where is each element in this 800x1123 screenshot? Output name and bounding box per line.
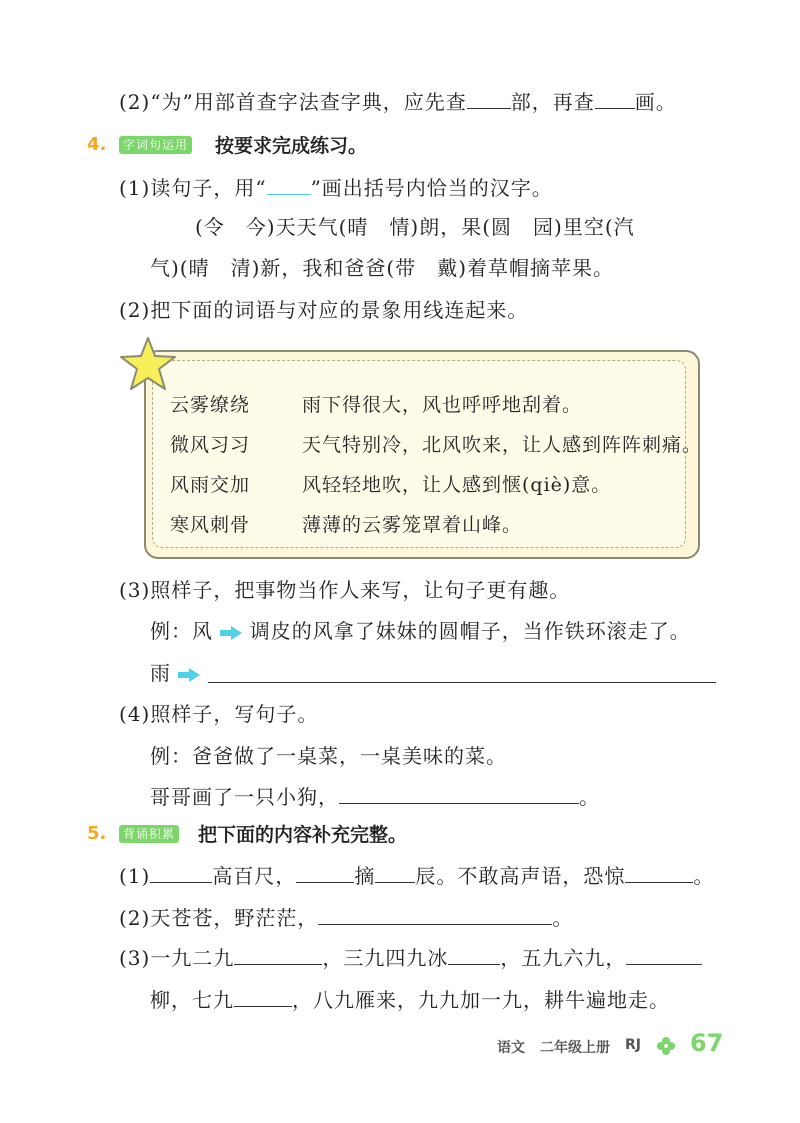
q5-item3-text: ，五九六九，	[500, 946, 627, 970]
phrase-left[interactable]: 风雨交加	[170, 474, 251, 496]
q4-sub1	[119, 174, 553, 202]
q5-item3-text: ，三九四九冰	[322, 946, 449, 970]
answer-blank[interactable]	[467, 88, 511, 109]
phrase-left[interactable]: 寒风刺骨	[170, 514, 251, 536]
answer-blank[interactable]	[318, 904, 552, 925]
q5-item3-line2	[150, 986, 670, 1014]
answer-blank[interactable]	[150, 862, 212, 883]
q4-sub1-text: ”画出括号内恰当的汉字。	[310, 176, 553, 200]
q3-item2	[119, 88, 677, 116]
answer-blank[interactable]	[595, 88, 635, 109]
q5-item1-text: 辰。不敢高声语，恐惊	[415, 864, 626, 888]
answer-blank[interactable]	[375, 862, 415, 883]
q4-sub1-line2: 气)(晴 清)新，我和爸爸(带 戴)着草帽摘苹果。	[150, 256, 615, 280]
answer-blank[interactable]	[234, 986, 292, 1007]
q5-item1-text: 。	[693, 864, 715, 888]
question-title: 按要求完成练习。	[215, 135, 368, 157]
phrase-left[interactable]: 云雾缭绕	[170, 394, 251, 416]
scene-right[interactable]: 雨下得很大，风也呼呼地刮着。	[302, 394, 583, 416]
scene-right[interactable]: 薄薄的云雾笼罩着山峰。	[302, 514, 523, 536]
q4-sub3: (3)照样子，把事物当作人来写，让句子更有趣。	[119, 578, 571, 602]
q5-item3	[119, 944, 702, 972]
scene-right[interactable]: 天气特别冷，北风吹来，让人感到阵阵刺痛。	[302, 434, 703, 456]
q4-sub1-line1: (令 今)天天气(晴 情)朗，果(圆 园)里空(汽	[195, 215, 635, 239]
q5-item3-text: ，八九雁来，九九加一九，耕牛遍地走。	[292, 988, 670, 1012]
q5-item3-text: 柳，七九	[150, 988, 234, 1012]
q3-item2-text: 画。	[634, 90, 677, 114]
q4-sub4-example: 例：爸爸做了一桌菜，一桌美味的菜。	[150, 744, 507, 768]
q4-sub4-text: 。	[579, 785, 600, 809]
footer-grade: 二年级上册	[540, 1040, 610, 1056]
q3-item2-text: 部，再查	[510, 90, 595, 114]
answer-line[interactable]	[208, 682, 716, 683]
scene-right[interactable]: 风轻轻地吹，让人感到惬(qiè)意。	[302, 474, 612, 496]
q4-sub1-text: (1)读句子，用“	[119, 176, 267, 200]
q4-sub3-example	[150, 617, 691, 645]
question-number: 5.	[87, 823, 107, 844]
question-title: 把下面的内容补充完整。	[198, 824, 408, 846]
category-tag: 背诵积累	[119, 825, 179, 843]
arrow-right-icon	[178, 668, 200, 682]
answer-blank[interactable]	[339, 783, 579, 804]
category-tag: 字词句运用	[119, 136, 192, 154]
answer-blank[interactable]	[296, 862, 354, 883]
q4-sub4-line	[150, 783, 600, 811]
example-text: 调皮的风拿了妹妹的圆帽子，当作铁环滚走了。	[249, 619, 691, 643]
footer-subject: 语文	[497, 1040, 525, 1056]
footer-edition: RJ	[625, 1037, 641, 1053]
answer-blank[interactable]	[448, 944, 500, 965]
q4-sub4: (4)照样子，写句子。	[119, 702, 319, 726]
phrase-left[interactable]: 微风习习	[170, 434, 251, 456]
answer-blank[interactable]	[234, 944, 322, 965]
q5-item1-text: 高百尺，	[212, 864, 297, 888]
rain-label: 雨	[150, 661, 171, 685]
q4-sub4-text: 哥哥画了一只小狗，	[150, 785, 339, 809]
q3-item2-text: (2)“为”用部首查字法查字典，应先查	[119, 90, 467, 114]
q5-item2	[119, 904, 573, 932]
underline-sample	[267, 174, 311, 195]
q4-sub3-rain	[150, 659, 200, 687]
q5-item1-text: (1)	[119, 864, 151, 888]
clover-icon	[656, 1036, 676, 1056]
q5-item3-text: (3)一九二九	[119, 946, 235, 970]
star-icon	[118, 336, 178, 394]
arrow-right-icon	[220, 626, 242, 640]
question-number: 4.	[87, 134, 107, 155]
q5-item1	[119, 862, 714, 890]
q5-item1-text: 摘	[354, 864, 376, 888]
q5-item2-text: (2)天苍苍，野茫茫，	[119, 906, 319, 930]
page-number: 67	[690, 1029, 724, 1057]
example-label: 例：风	[150, 619, 213, 643]
answer-blank[interactable]	[626, 944, 702, 965]
answer-blank[interactable]	[625, 862, 693, 883]
q4-sub2: (2)把下面的词语与对应的景象用线连起来。	[119, 298, 529, 322]
q5-item2-text: 。	[552, 906, 574, 930]
